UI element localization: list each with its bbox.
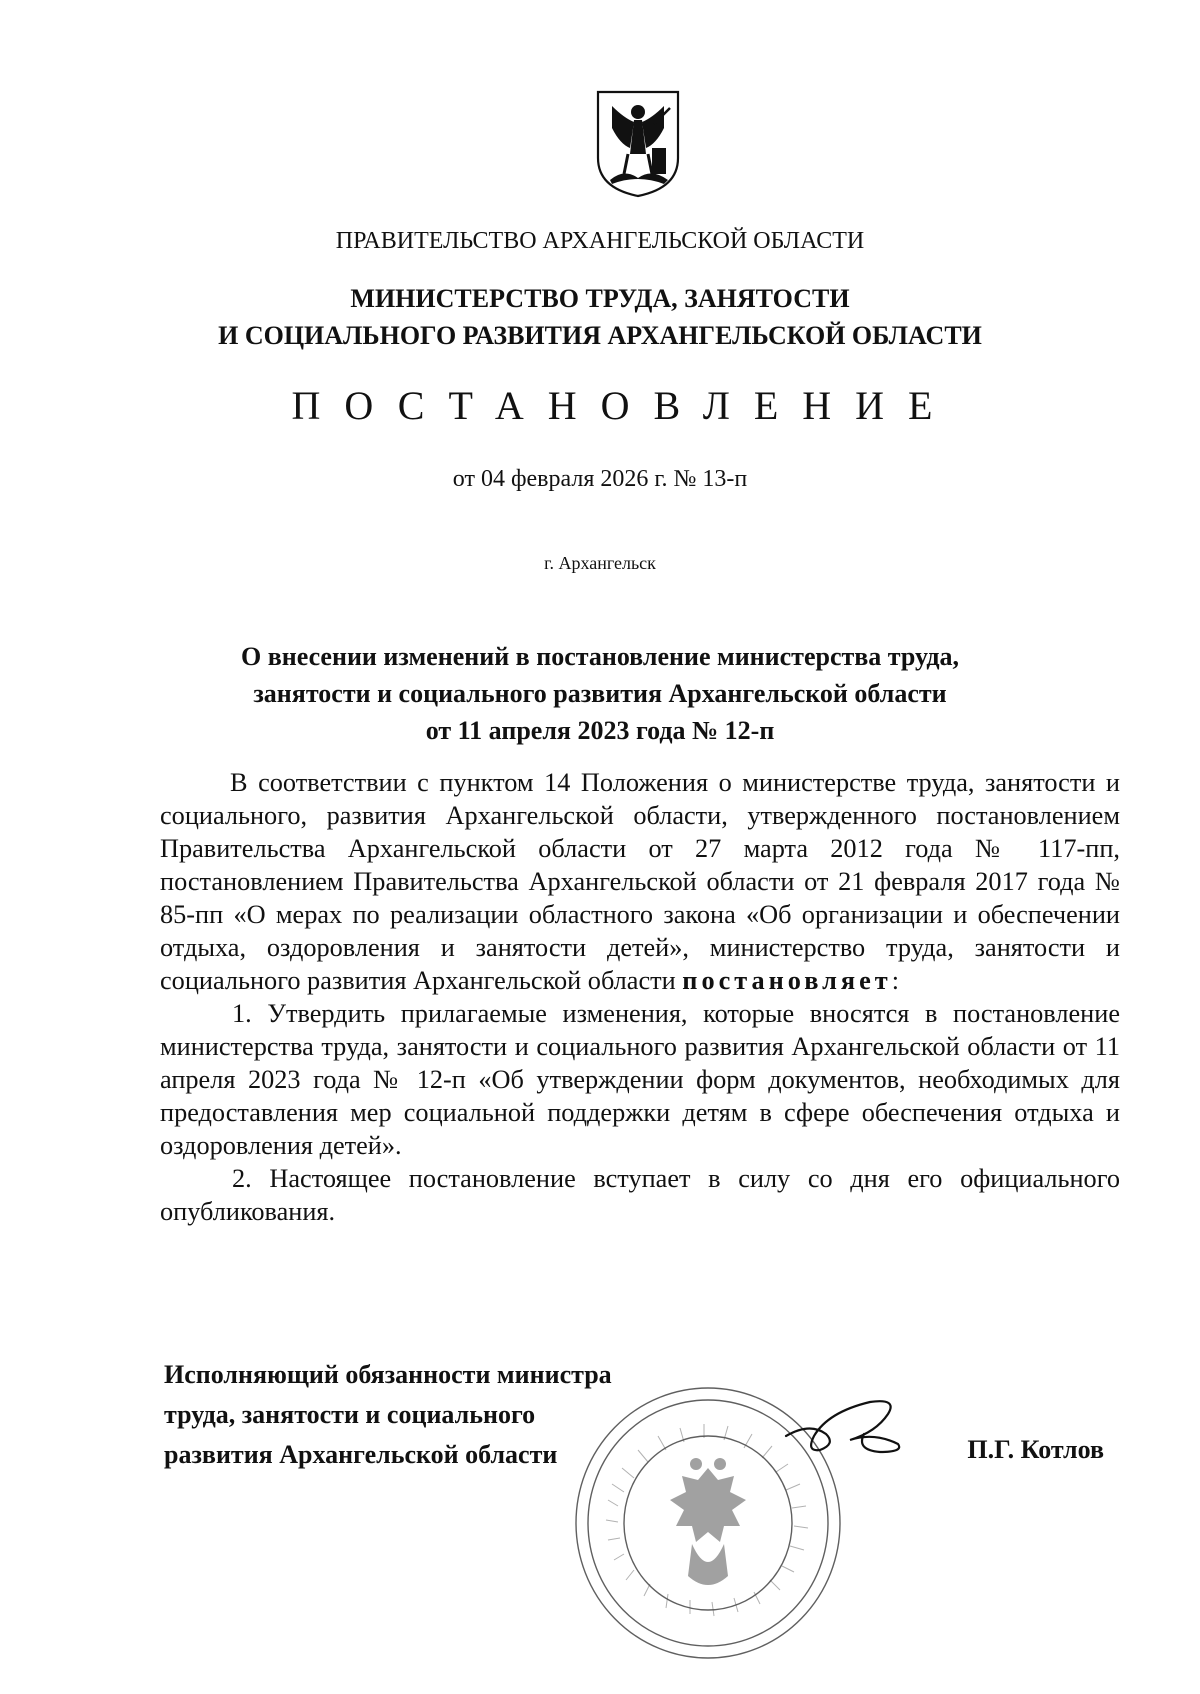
decrees-word: постановляет bbox=[682, 966, 892, 995]
handwritten-signature-icon bbox=[780, 1392, 910, 1462]
signer-position-line: развития Архангельской области bbox=[164, 1440, 558, 1469]
document-title-line: от 11 апреля 2023 года № 12-п bbox=[425, 716, 775, 745]
document-title-line: О внесении изменений в постановление министерства труда, bbox=[240, 642, 960, 671]
document-date-number: от 04 февраля 2026 г. № 13-п bbox=[452, 466, 748, 492]
ministry-name bbox=[0, 280, 1200, 354]
preamble-paragraph bbox=[160, 766, 1120, 997]
document-type: ПОСТАНОВЛЕНИЕ bbox=[291, 383, 957, 428]
preamble-text: В соответствии с пунктом 14 Положения о министерстве труда, занятости и социального, развития Архангельской области, утвержденного постановлением Правительства Архангельской области от 27 марта 2012 года № 117-пп, постановлением Правительства Архангельской области от 21 февраля 2017 года № 85-пп «О мерах по реализации областного закона «Об организации и обеспечении отдыха, оздоровления и занятости детей», министерство труда, занятости и социального развития Архангельской области bbox=[160, 768, 1120, 995]
coat-of-arms-icon bbox=[594, 88, 682, 200]
decrees-colon: : bbox=[891, 966, 900, 995]
document-title bbox=[0, 638, 1200, 749]
signer-position-line: Исполняющий обязанности министра bbox=[164, 1360, 612, 1389]
decree-item-2: 2. Настоящее постановление вступает в силу со дня его официального опубликования. bbox=[160, 1164, 1120, 1226]
document-city: г. Архангельск bbox=[544, 553, 656, 573]
document-body bbox=[160, 766, 1120, 1228]
document-title-line: занятости и социального развития Архангельской области bbox=[253, 679, 947, 708]
ministry-name-line: МИНИСТЕРСТВО ТРУДА, ЗАНЯТОСТИ bbox=[350, 284, 850, 313]
signer-position bbox=[164, 1355, 612, 1475]
signer-position-line: труда, занятости и социального bbox=[164, 1400, 536, 1429]
ministry-name-line: И СОЦИАЛЬНОГО РАЗВИТИЯ АРХАНГЕЛЬСКОЙ ОБЛАСТИ bbox=[218, 321, 982, 350]
decree-item-1: 1. Утвердить прилагаемые изменения, которые вносятся в постановление министерства труда, занятости и социального развития Архангельской области от 11 апреля 2023 года № 12-п «Об утверждении форм документов, необходимых для предоставления мер социальной поддержки детям в сфере обеспечения отдыха и оздоровления детей». bbox=[160, 999, 1120, 1160]
government-name: ПРАВИТЕЛЬСТВО АРХАНГЕЛЬСКОЙ ОБЛАСТИ bbox=[335, 228, 865, 254]
signer-name: П.Г. Котлов bbox=[967, 1435, 1104, 1464]
